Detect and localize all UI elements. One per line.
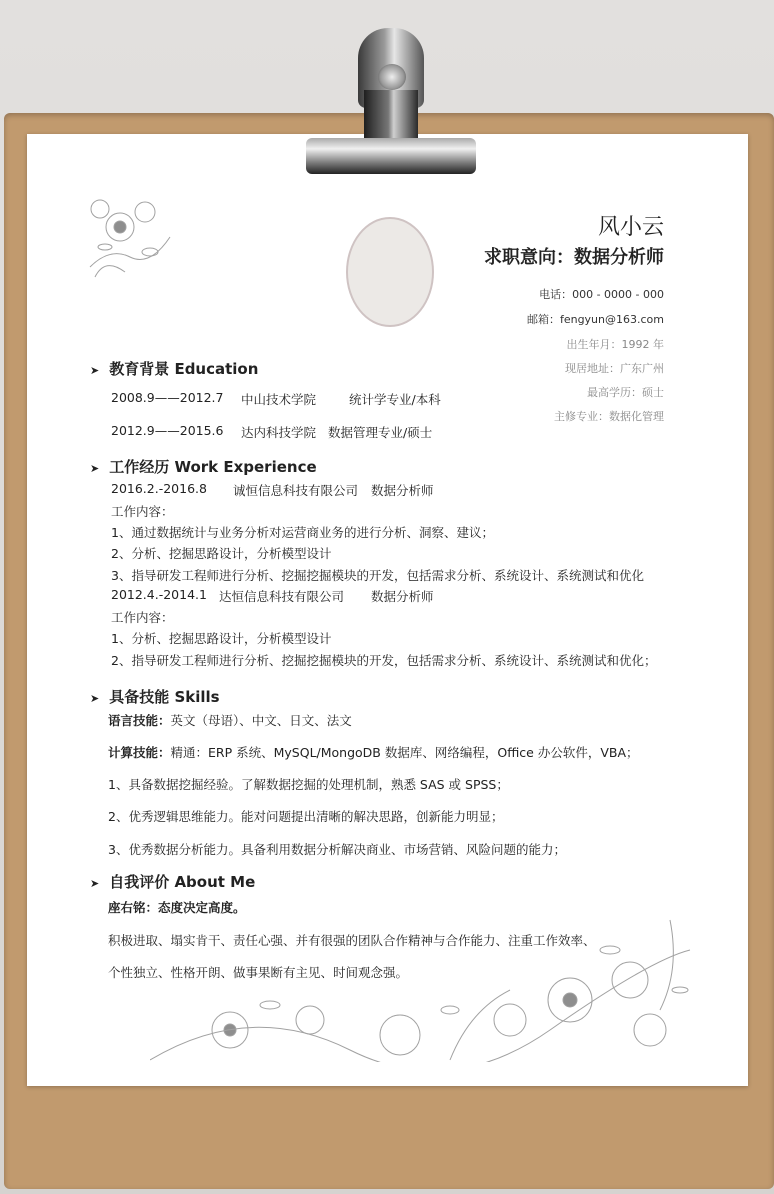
job2-item-2: 2、指导研发工程师进行分析、挖掘挖掘模块的开发，包括需求分析、系统设计、系统测试和优化； xyxy=(111,653,657,668)
edu-major-2: 数据管理专业/硕士 xyxy=(328,425,433,440)
job1-item-3: 3、指导研发工程师进行分析、挖掘挖掘模块的开发，包括需求分析、系统设计、系统测试和优化 xyxy=(111,568,644,583)
phone-text: 电话：000 - 0000 - 000 xyxy=(539,288,664,301)
job-intent: 求职意向：数据分析师 xyxy=(484,247,664,268)
edu-school-2: 达内科技学院 xyxy=(241,425,317,440)
work-heading: ➤ 工作经历 Work Experience xyxy=(90,458,317,476)
job2-item-1: 1、分析、挖掘思路设计，分析模型设计 xyxy=(111,631,332,646)
arrow-right-icon: ➤ xyxy=(90,364,100,377)
job2-company: 达恒信息科技有限公司 xyxy=(219,589,345,604)
job1-item-2: 2、分析、挖掘思路设计，分析模型设计 xyxy=(111,546,332,561)
job2-role: 数据分析师 xyxy=(371,589,434,604)
motto-text: 座右铭：态度决定高度。 xyxy=(108,900,246,915)
arrow-right-icon: ➤ xyxy=(90,877,100,890)
arrow-right-icon: ➤ xyxy=(90,692,100,705)
job2-period: 2012.4.-2014.1 xyxy=(111,587,207,602)
edu-school-1: 中山技术学院 xyxy=(241,392,317,407)
edu-period-1: 2008.9——2012.7 xyxy=(111,390,224,405)
skills-heading: ➤ 具备技能 Skills xyxy=(90,688,220,706)
edu-major-1: 统计学专业/本科 xyxy=(349,392,441,407)
skill-item-1: 1、具备数据挖掘经验。了解数据挖掘的处理机制，熟悉 SAS 或 SPSS； xyxy=(108,777,509,792)
job1-content-label: 工作内容： xyxy=(111,504,174,519)
job1-role: 数据分析师 xyxy=(371,483,434,498)
job1-item-1: 1、通过数据统计与业务分析对运营商业务的进行分析、洞察、建议； xyxy=(111,525,494,540)
skill-item-2: 2、优秀逻辑思维能力。能对问题提出清晰的解决思路，创新能力明显； xyxy=(108,809,504,824)
skill-item-3: 3、优秀数据分析能力。具备利用数据分析解决商业、市场营销、风险问题的能力； xyxy=(108,842,566,857)
email-text: 邮箱：fengyun@163.com xyxy=(526,313,664,326)
lang-skills: 语言技能：英文（母语）、中文、日文、法文 xyxy=(108,713,352,728)
about-line-2: 个性独立、性格开朗、做事果断有主见、时间观念强。 xyxy=(108,965,409,980)
address-text: 现居地址：广东广州 xyxy=(565,362,664,375)
binder-clip-icon xyxy=(306,20,476,180)
about-heading: ➤ 自我评价 About Me xyxy=(90,873,256,891)
job2-content-label: 工作内容： xyxy=(111,610,174,625)
floral-corner-icon xyxy=(80,197,175,282)
job1-company: 诚恒信息科技有限公司 xyxy=(233,483,359,498)
edu-period-2: 2012.9——2015.6 xyxy=(111,423,224,438)
birth-text: 出生年月：1992 年 xyxy=(566,338,664,351)
arrow-right-icon: ➤ xyxy=(90,462,100,475)
candidate-name: 风小云 xyxy=(597,215,664,240)
major-text: 主修专业：数据化管理 xyxy=(554,410,664,423)
education-heading: ➤ 教育背景 Education xyxy=(90,360,259,378)
degree-text: 最高学历：硕士 xyxy=(587,386,664,399)
computer-skills: 计算技能：精通：ERP 系统、MySQL/MongoDB 数据库、网络编程，Office 办公软件，VBA； xyxy=(108,745,639,760)
job1-period: 2016.2.-2016.8 xyxy=(111,481,207,496)
photo-placeholder xyxy=(346,217,434,327)
about-line-1: 积极进取、塌实肯干、责任心强、并有很强的团队合作精神与合作能力、注重工作效率、 xyxy=(108,933,596,948)
